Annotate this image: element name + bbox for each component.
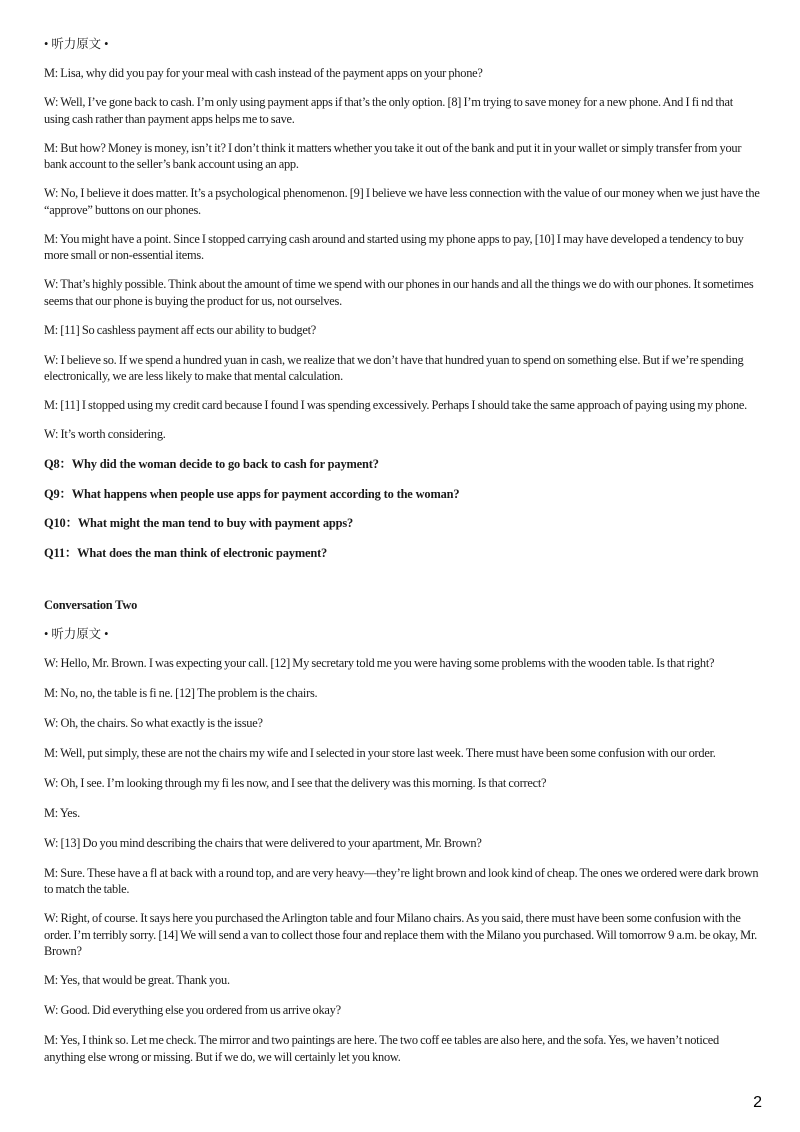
dialogue-line: M: Well, put simply, these are not the chairs my wife and I selected in your store last week. There must have been some confusion with our order. [44,745,716,760]
dialogue-line: W: Well, I’ve gone back to cash. I’m only using payment apps if that’s the only option. [8] I’m trying to save money for a new phone. And I fi nd that using cash rather than payment apps helps me to save. [44,95,733,126]
dialogue-line: M: Lisa, why did you pay for your meal with cash instead of the payment apps on your phone? [44,66,483,80]
dialogue-line: W: That’s highly possible. Think about the amount of time we spend with our phones in our hands and all the things we do with our phones. It sometimes seems that our phone is buying the product for us, not ourselves. [44,277,754,308]
dialogue-line: M: You might have a point. Since I stopped carrying cash around and started using my phone apps to pay, [10] I may have developed a tendency to buy more small or non-essential items. [44,231,744,262]
section-title: Conversation Two [44,597,138,612]
dialogue-line: W: I believe so. If we spend a hundred yuan in cash, we realize that we don’t have that hundred yuan to spend on something else. But if we’re spending electronically, we are less likely to make that mental calculation. [44,352,744,383]
dialogue-line: W: Hello, Mr. Brown. I was expecting your call. [12] My secretary told me you were having some problems with the wooden table. Is that right? [44,655,715,670]
section-marker: • 听力原文 • [44,37,109,51]
dialogue-line: M: Yes. [44,805,80,820]
dialogue-line: M: [11] I stopped using my credit card because I found I was spending excessively. Perhaps I should take the same approach of paying using my phone. [44,398,747,412]
dialogue-line: W: No, I believe it does matter. It’s a psychological phenomenon. [9] I believe we have less connection with the value of our money when we just have the “approve” buttons on our phones. [44,186,760,217]
dialogue-line: M: [11] So cashless payment aff ects our ability to budget? [44,322,317,337]
question-q9: Q9：What happens when people use apps for payment according to the woman? [44,486,460,501]
question-q10: Q10：What might the man tend to buy with payment apps? [44,516,354,530]
dialogue-line: W: [13] Do you mind describing the chairs that were delivered to your apartment, Mr. Brown? [44,835,482,850]
dialogue-line: M: Yes, I think so. Let me check. The mirror and two paintings are here. The two coff ee tables are also here, and the sofa. Yes, we haven’t noticed anything else wrong or missing. But if we do, we will certainly let you know. [44,1033,719,1064]
dialogue-line: M: Yes, that would be great. Thank you. [44,973,230,987]
dialogue-line: W: It’s worth considering. [44,427,166,441]
dialogue-line: W: Right, of course. It says here you purchased the Arlington table and four Milano chairs. As you said, there must have been some confusion with the order. I’m terribly sorry. [14] We will send a van to collect those four and replace them with the Milano you purchased. Will tomorrow 9 a.m. be okay, Mr. Brown? [44,911,757,958]
dialogue-line: M: Sure. These have a fl at back with a round top, and are very heavy—they’re light brown and look kind of cheap. The ones we ordered were dark brown to match the table. [44,865,759,896]
dialogue-line: M: But how? Money is money, isn’t it? I don’t think it matters whether you take it out of the bank and put it in your wallet or simply transfer from your bank account to the seller’s bank account using an app. [44,140,742,171]
page-content [44,36,760,1078]
dialogue-line: M: No, no, the table is fi ne. [12] The problem is the chairs. [44,685,318,700]
question-q11: Q11：What does the man think of electronic payment? [44,545,328,560]
question-q8: Q8：Why did the woman decide to go back to cash for payment? [44,457,379,471]
dialogue-line: W: Good. Did everything else you ordered from us arrive okay? [44,1003,341,1017]
dialogue-line: W: Oh, the chairs. So what exactly is the issue? [44,715,263,730]
page-number: 2 [753,1094,762,1111]
dialogue-line: W: Oh, I see. I’m looking through my fi les now, and I see that the delivery was this morning. Is that correct? [44,775,547,790]
section-marker: • 听力原文 • [44,626,109,641]
